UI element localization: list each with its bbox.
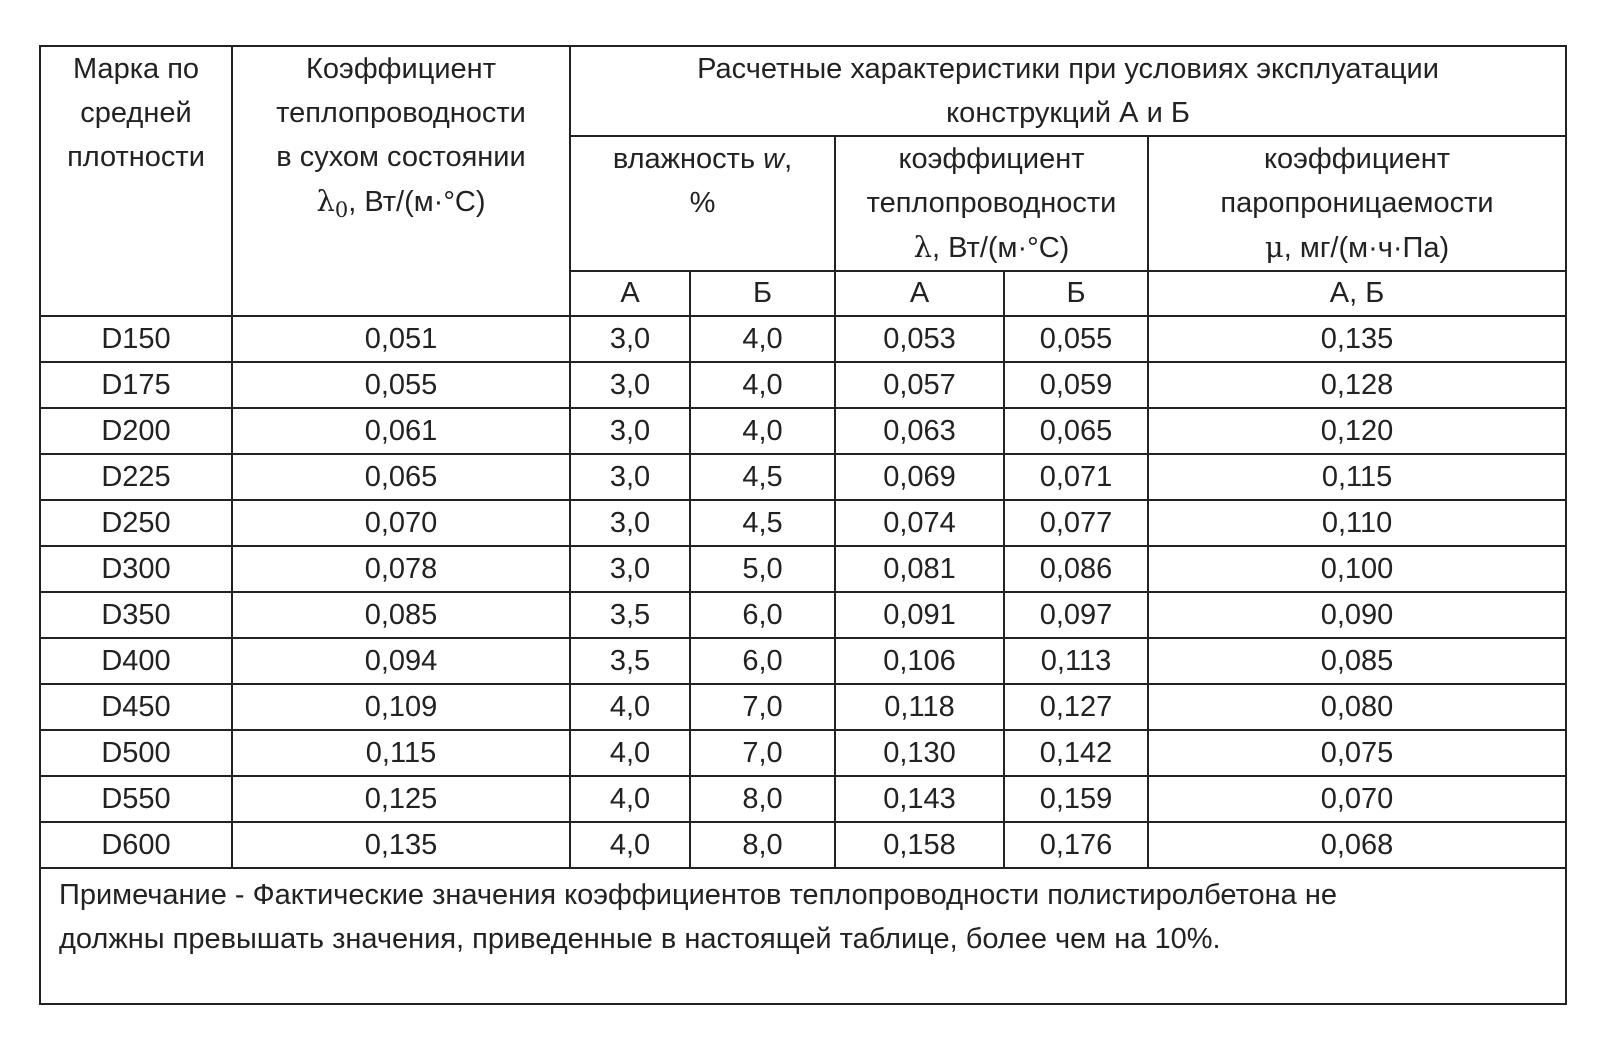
cell-grade: D225 [40,454,232,500]
cell-conductivity-a: 0,158 [835,822,1004,868]
note-line: Примечание - Фактические значения коэффициентов теплопроводности полистиролбетона не [59,879,1337,911]
table-row [40,454,1566,500]
header-dry-unit: , Вт/(м·°С) [348,186,486,218]
cell-moisture-a: 3,0 [570,500,690,546]
cell-conductivity-a: 0,063 [835,408,1004,454]
header-conductivity-unit-line [842,225,1141,270]
cell-permeability: 0,120 [1148,408,1566,454]
cell-moisture-b: 6,0 [690,638,835,684]
header-moisture-line [577,137,828,181]
cell-moisture-a: 3,0 [570,408,690,454]
cell-conductivity-a: 0,081 [835,546,1004,592]
cell-moisture-a: 3,0 [570,454,690,500]
cell-conductivity-a: 0,143 [835,776,1004,822]
cell-moisture-b: 4,5 [690,454,835,500]
header-grade-line: средней [80,97,192,129]
cell-permeability: 0,110 [1148,500,1566,546]
cell-permeability: 0,135 [1148,316,1566,362]
header-dry-line: в сухом состоянии [276,141,526,173]
table-body [40,316,1566,868]
moisture-symbol: w [763,143,785,175]
cell-permeability: 0,068 [1148,822,1566,868]
note-row [40,868,1566,1004]
cell-dry-conductivity: 0,094 [232,638,570,684]
table-row [40,546,1566,592]
table-row [40,638,1566,684]
header-conductivity [835,136,1148,271]
cell-permeability: 0,070 [1148,776,1566,822]
header-moisture-text: влажность [612,143,764,175]
cell-conductivity-b: 0,086 [1004,546,1148,592]
cell-conductivity-a: 0,130 [835,730,1004,776]
cell-conductivity-b: 0,071 [1004,454,1148,500]
cell-moisture-b: 8,0 [690,776,835,822]
header-conductivity-line: теплопроводности [866,187,1117,219]
cell-moisture-a: 4,0 [570,822,690,868]
cell-conductivity-a: 0,057 [835,362,1004,408]
header-dry-line: теплопроводности [276,97,526,129]
cell-dry-conductivity: 0,070 [232,500,570,546]
header-group-line: Расчетные характеристики при условиях эксплуатации [697,53,1439,85]
cell-dry-conductivity: 0,109 [232,684,570,730]
cell-conductivity-b: 0,097 [1004,592,1148,638]
cell-moisture-b: 7,0 [690,684,835,730]
cell-moisture-b: 7,0 [690,730,835,776]
cell-conductivity-b: 0,176 [1004,822,1148,868]
cell-moisture-a: 3,0 [570,362,690,408]
cell-moisture-b: 4,0 [690,362,835,408]
cell-conductivity-a: 0,069 [835,454,1004,500]
cell-conductivity-a: 0,118 [835,684,1004,730]
cell-grade: D400 [40,638,232,684]
table-row [40,684,1566,730]
header-permeability [1148,136,1566,271]
thermal-properties-table [39,45,1567,1005]
table-row [40,776,1566,822]
cell-grade: D300 [40,546,232,592]
header-dry-line: Коэффициент [306,53,496,85]
cell-permeability: 0,085 [1148,638,1566,684]
header-permeability-line: паропроницаемости [1220,187,1494,219]
cell-moisture-b: 8,0 [690,822,835,868]
table-note [40,868,1566,1004]
cell-grade: D175 [40,362,232,408]
cell-conductivity-a: 0,053 [835,316,1004,362]
cell-conductivity-b: 0,113 [1004,638,1148,684]
cell-grade: D450 [40,684,232,730]
subheader-conductivity-b: Б [1004,271,1148,316]
cell-dry-conductivity: 0,135 [232,822,570,868]
cell-moisture-a: 4,0 [570,684,690,730]
header-conductivity-line: коэффициент [898,143,1085,175]
note-line: должны превышать значения, приведенные в настоящей таблице, более чем на 10%. [59,923,1221,955]
cell-moisture-a: 3,5 [570,638,690,684]
cell-grade: D550 [40,776,232,822]
header-permeability-line: коэффициент [1263,143,1451,175]
header-moisture [570,136,835,271]
header-group-line: конструкций А и Б [946,97,1190,129]
cell-permeability: 0,080 [1148,684,1566,730]
header-grade [40,46,232,316]
mu-symbol: μ [1264,230,1284,264]
table-row [40,500,1566,546]
lambda-subscript: 0 [334,198,349,222]
cell-conductivity-a: 0,091 [835,592,1004,638]
header-dry-unit-line [239,179,563,226]
cell-conductivity-b: 0,127 [1004,684,1148,730]
table-row [40,822,1566,868]
cell-dry-conductivity: 0,125 [232,776,570,822]
header-moisture-comma: , [784,143,793,175]
header-grade-line: плотности [67,141,205,173]
header-moisture-unit: % [689,187,716,219]
cell-grade: D250 [40,500,232,546]
cell-grade: D150 [40,316,232,362]
cell-grade: D350 [40,592,232,638]
lambda-symbol: λ [913,230,933,264]
cell-moisture-a: 3,0 [570,546,690,592]
lambda-symbol: λ [316,184,335,218]
cell-moisture-a: 4,0 [570,730,690,776]
header-conductivity-unit: , Вт/(м·°С) [932,232,1070,264]
subheader-permeability-ab: А, Б [1148,271,1566,316]
cell-dry-conductivity: 0,078 [232,546,570,592]
header-operating-characteristics [570,46,1566,136]
header-grade-line: Марка по [72,53,200,85]
cell-dry-conductivity: 0,051 [232,316,570,362]
subheader-moisture-b: Б [690,271,835,316]
cell-conductivity-b: 0,159 [1004,776,1148,822]
cell-moisture-b: 4,0 [690,316,835,362]
cell-dry-conductivity: 0,085 [232,592,570,638]
header-row-group [40,46,1566,136]
cell-permeability: 0,128 [1148,362,1566,408]
cell-moisture-b: 5,0 [690,546,835,592]
cell-conductivity-b: 0,077 [1004,500,1148,546]
cell-permeability: 0,090 [1148,592,1566,638]
header-permeability-unit: , мг/(м·ч·Па) [1283,232,1450,264]
cell-moisture-b: 4,0 [690,408,835,454]
cell-conductivity-b: 0,142 [1004,730,1148,776]
cell-permeability: 0,075 [1148,730,1566,776]
cell-dry-conductivity: 0,061 [232,408,570,454]
table-row [40,408,1566,454]
header-dry-conductivity [232,46,570,316]
cell-grade: D200 [40,408,232,454]
cell-conductivity-a: 0,074 [835,500,1004,546]
cell-moisture-a: 3,5 [570,592,690,638]
cell-moisture-b: 6,0 [690,592,835,638]
cell-conductivity-b: 0,055 [1004,316,1148,362]
cell-permeability: 0,115 [1148,454,1566,500]
subheader-moisture-a: А [570,271,690,316]
cell-moisture-a: 4,0 [570,776,690,822]
table-row [40,362,1566,408]
cell-conductivity-a: 0,106 [835,638,1004,684]
cell-conductivity-b: 0,065 [1004,408,1148,454]
cell-grade: D600 [40,822,232,868]
cell-moisture-b: 4,5 [690,500,835,546]
cell-permeability: 0,100 [1148,546,1566,592]
subheader-conductivity-a: А [835,271,1004,316]
cell-dry-conductivity: 0,065 [232,454,570,500]
header-permeability-unit-line [1155,225,1559,270]
table-row [40,316,1566,362]
table-row [40,592,1566,638]
table-row [40,730,1566,776]
cell-conductivity-b: 0,059 [1004,362,1148,408]
cell-dry-conductivity: 0,055 [232,362,570,408]
cell-moisture-a: 3,0 [570,316,690,362]
cell-dry-conductivity: 0,115 [232,730,570,776]
cell-grade: D500 [40,730,232,776]
